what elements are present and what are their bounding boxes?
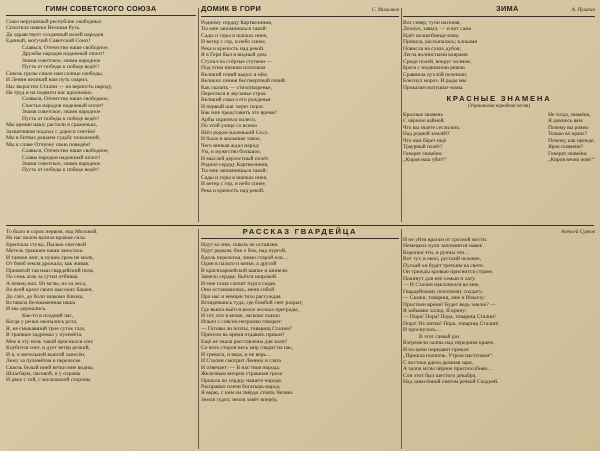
text-line: Железным вихрем страшная гроза [201,371,283,378]
text-line: Славься, Отечество наше свободное, [22,44,109,51]
text-line: И ветер с гор, и небо синее, [201,181,267,188]
text-line: Пришла, рассыпалась; клоками [403,39,478,46]
text-line: Как мне представить это время? [201,110,278,117]
text-line: Идёт волшебница-зима. [403,32,460,39]
text-line: С чёрною каймой. [403,118,445,125]
zima-author: А. Пушкин [571,7,595,13]
text-line: Пора! Их пятки! Пора, товарищ Сталин! [403,320,499,327]
text-line: Ты мне запомнишься такой: [201,26,268,33]
text-line: Мы в битвах решаем судьбу поколений, [6,135,101,142]
text-line: А залпа мглы чёрное приспособняя… [403,366,493,373]
text-line: Вот тут, в окоп, русский человек, [403,256,482,263]
text-line: — Готовы ли поэты, товарищ Сталин? [201,325,292,332]
rasskaz-col-2 [201,227,399,403]
text-line: Великий гений вырос в нём. [201,71,269,78]
text-line: Где вьюга вьётся возле лесных преграды, [201,306,299,313]
text-line: Вглядевшись туда, где бомбой снег разрыт, [201,300,303,307]
text-line: Ильич с совсем негромко говорит: [201,319,283,326]
text-line: Родному сердцу Картвелиния, [201,20,273,26]
text-line: В красноармейской шапке и шинели. [201,267,289,274]
rasskaz-lines-1 [6,229,196,384]
text-line: Захватчиков подлых с дороги сметём! [6,128,96,135]
column-divider [401,8,402,222]
zima-title: ЗИМА [496,4,519,13]
text-line: Чего вникая ждал народ: [201,142,260,149]
text-line: Гвардейскому пехотному солдату: [403,288,484,295]
text-line: Во всей красе своих высоких башен, [6,287,93,294]
text-line: А немец жал. Из мглы, из-за леса, [6,280,87,287]
hymn-lines [6,19,196,174]
text-line: Идут рядком, бок о бок, над пургой, [201,248,287,255]
text-line: И Ленин великий нам путь озарил. [6,77,89,84]
text-line: Нас вырастил Сталин — на верность народу, [6,83,113,90]
horizontal-divider [6,225,594,226]
text-line: И Сталин смотрит Ленину в глаза [201,358,281,365]
text-line: Покинут для неё семью и хату. [403,275,476,282]
text-line: Вдоль перелеска, мимо старой ели… [201,254,289,261]
text-line: И отвечает: — В нас твоя порода. [201,364,281,371]
text-line: Один в пальто и кепке, а другой [201,261,277,268]
text-line: Да здравствует созданный волей народов [6,31,104,38]
column-divider [198,8,199,222]
text-line: — Скажи, товарищ, мне и Ильичу: [403,295,486,302]
znamena-body [403,112,595,164]
text-line: По семь атак за сутки отбивая. [6,274,79,281]
text-line: Ступал на стёртые ступени — [201,58,273,65]
rasskaz-lines-3 [403,237,595,385]
text-line: И мыслей дерзостный полёт. [201,155,270,162]
text-line: Среди полей, вокруг холмов; [403,58,472,65]
text-line: Когда у речки окопались рота, [6,319,78,326]
text-line: Славы народов надежный оплот! [22,154,101,161]
text-line: Почему вы ровно [548,124,589,131]
text-line: По этой улице со всеми [201,123,257,130]
text-line: Счастья народов надежный оплот! [22,102,104,109]
text-line: Вставала белокаменная наша [6,299,76,306]
text-line: Про нас и немцев тихо рассуждая. [201,293,282,300]
text-line: На нас валом валила вражья сила. [6,235,87,242]
text-line: С востока рдела дымная заря, [403,359,474,366]
text-line: Метель траншеи наши заносила. [6,248,84,255]
text-line: И танков лязг, и пушек гром не молк, [6,254,94,261]
text-line: И по цепи передают приказ: [403,346,470,353]
text-line: До слёз, до боли знакомо близка, [6,293,84,300]
text-line: Земля гудит, земля зовёт вперёд. [201,396,278,403]
text-line: Дохнул, завыл, — и вот сама [403,26,472,33]
rasskaz-col-3 [403,227,595,385]
text-line: Пусть от победы к победе ведёт! [22,167,100,174]
text-line: Река и крепость над рекой. [201,187,265,194]
text-line: И двое с той, с московской стороны [6,377,91,384]
text-line: Дружбы народов надежный оплот! [22,51,105,58]
text-line: И тревога, и вера, и не верь… [201,351,272,358]
text-line: И мы держались. [6,306,47,313]
text-line: Брега с недвижною рекою [403,65,465,72]
text-line: Шлагбаум, часовой, и у охраны [6,370,81,377]
text-line: И первый шаг через порог. [201,103,265,110]
text-line: Славься, Отечество наше свободное, [22,96,109,103]
text-line: Немецких пули запомнятся навек [403,243,483,250]
text-line: Замело сердце. Бьётся широкой. [201,274,278,281]
text-line: Блеснул мороз. И рады мы [403,78,467,85]
text-line: Прошла по сердцу нашего народа. [201,377,283,384]
text-line: В траншее задремал у пулемёта. [6,332,83,339]
text-line: Взгремели залпы над передним краем, [403,340,495,347]
text-line: Сады и горы в шапках инея, [201,32,268,39]
text-line: Мне в эту ночь такой приснился сон: [6,338,94,345]
divider [201,238,399,239]
text-line: Единый, могучий Советский Союз! [6,38,91,45]
text-line: Говорят знамёна: [403,150,443,157]
text-line: Я давлюсь вам: [548,118,584,125]
zima-header [403,4,595,13]
text-line: Примятой тая наш гвардейский полк, [6,267,95,274]
text-line: Шёл родом маленький Сосо. [201,129,269,136]
text-line: То было в сорок первом, под Москвой. [6,229,98,235]
rasskaz-col-1 [6,229,196,384]
znamena-right-stanza [548,112,595,164]
text-line: Что нам бёрет ищё [403,137,447,144]
text-line: И не уйти врагам от грозной мести. [403,237,488,243]
text-line: Знамя советское, знамя народное [22,57,101,64]
text-line: Я верю, с ним он твёрдо стоять Чечню. [201,390,294,397]
column-divider [198,229,199,449]
text-line: Над занесённой снегом речкой Сходней. [403,378,499,385]
text-line: Пристоен время? Будет ведь землю? — [403,301,496,308]
divider [403,16,595,17]
text-line: На труд и на подвиги нас вдохновил. [6,89,93,96]
text-line: Мы к славе Отчизну свою поведём! [6,141,91,148]
text-line: Присело вь время отдавать приказ? [201,332,285,339]
text-line: Пусть от победы к победе ведёт! [22,64,100,71]
text-line: Ты мне запомнишься такой: [201,168,268,175]
text-line: Великих помня бессмертный гений. [201,78,287,85]
text-line: Как-то в поздний час, [22,312,74,319]
text-line: Только во краях? [548,131,587,138]
domik-author: С. Михалков [371,7,399,13]
text-line: Повисла на суках дубов; [403,45,461,52]
column-divider [401,229,402,449]
rasskaz-author: Алексей Сурков [561,229,595,235]
text-line: Говорят знамёна: [548,150,588,157]
text-line: И мне глаза слепит пурга седая. [201,280,277,287]
znamena-left-stanza [403,112,460,164]
text-line: Расправил плечи богатырь-народ. [201,383,281,390]
divider [6,15,196,16]
text-line: Вот север, тучи нагоняя, [403,20,461,26]
text-line: Траурный полёт? [403,144,443,151]
hymn-section [6,4,196,174]
znamena-subtitle: (Украинская народная песня) [467,103,531,109]
text-line: Сквозь белый иней ветки мне видны, [6,364,95,371]
text-line: Клубится снег, и дует ветер резкий, [6,345,90,352]
rasskaz-title: РАССКАЗ ГВАРДЕЙЦА [242,227,358,236]
text-line: — И Сталин наклонился ко мне, [403,282,480,289]
text-line: И ветер с гор, и небо синее, [201,39,267,46]
text-line: И я, и метельной вьюгой занесён, [6,351,86,358]
text-line: Проказам матушки-зимы. [403,84,464,91]
text-line: Сплотила навеки Великая Русь. [6,25,81,32]
text-line: Пусть от победы к победе ведёт! [22,115,100,122]
text-line: Воронки эти, и руины эти… [403,249,470,256]
znamena-title: КРАСНЫЕ ЗНАМЕНА [446,93,552,103]
text-line: И было в мальчике такое, [201,136,261,143]
text-line: Со всех сторон весь мир глядит на нас, [201,345,294,352]
text-line: Как сказать — стихотворенье, [201,84,272,91]
text-line: Союз нерушимый республик свободных [6,19,102,25]
text-line: И проснулось… [403,327,442,334]
text-line: „Киров наш убит!“ [403,157,447,164]
text-line: Они остановились, меня собой [201,287,275,294]
text-line: Великий смысл его рожденья [201,97,271,104]
text-line: Пускай он будет третьим на свете. [403,262,485,269]
text-line: Легла волнистыми коврами [403,52,468,59]
text-line: Знамя советское, знамя народное [22,109,101,116]
domik-title: ДОМИК В ГОРИ [201,4,262,13]
text-line: И тот, кто в кепке, ласково сказал [201,312,280,319]
domik-lines [201,20,399,194]
text-line: Арбы скрипело колесо, [201,116,257,123]
text-line: Что вы знаете сеслились [403,124,460,131]
domik-header [201,4,399,13]
text-line: Лежу за пулемётом в перелеске. [6,358,82,365]
text-line: Родное сердцу Картвелиния, [201,161,269,168]
hymn-title: ГИМН СОВЕТСКОГО СОЮЗА [45,4,157,13]
text-line: Красные знамена [403,111,443,118]
text-line: „Киров вечно жив!“ [548,157,595,164]
text-line: Не тогда, знамёна, [548,111,591,118]
text-line: Под этим низким потолком [201,65,266,72]
text-line: Ярок пламени? [548,144,583,151]
text-line: Сады и горы в шапках инея, [201,174,268,181]
text-line: Крепчала стужа, Пылью снеговой [6,241,87,248]
text-line: Сравняла пухлой пеленою; [403,71,468,78]
text-line: — Пора! Пора! Пора, товарищ Сталин! [403,314,496,321]
text-line: Ещё не знала расставлены для залп? [201,338,288,345]
text-line: Идут ко мне, сквозь не оставляя. [201,242,279,248]
domik-section [201,4,399,194]
text-line: Он трижды кровью приснится стране, [403,269,494,276]
text-line: Я забываю холод. Я кричу: [403,307,467,314]
zima-section [403,4,595,164]
zima-lines [403,20,595,91]
text-line: Сквозь грозы сияло нам солнце свободы, [6,70,104,77]
text-line: Я в Гори был в видный дом. [201,52,268,59]
text-line: Ум, и мужество большое, [201,149,262,156]
text-line: От бомб земля дрожала, как живая. [6,261,90,268]
divider [201,16,399,17]
rasskaz-lines-2 [201,242,399,403]
text-line: Почему, как прежде, [548,137,595,144]
text-line: Река и крепость над рекой. [201,45,265,52]
text-line: Я, не смыкавший трое суток глаз, [6,325,86,332]
text-line: Над родной землёй? [403,131,450,138]
text-line: Славься, Отечество наше свободное, [22,148,109,155]
text-line: „Пришла полночь. Утром наступаем“. [403,353,494,360]
text-line: В этот самый раз [419,333,460,340]
text-line: Пересекся в звучанье строк [201,90,266,97]
text-line: Сон этот был шестого декабря, [403,372,477,379]
text-line: Мы армию нашу растили в сраженьях, [6,122,98,129]
text-line: Знамя советское, знамя народное [22,160,101,167]
